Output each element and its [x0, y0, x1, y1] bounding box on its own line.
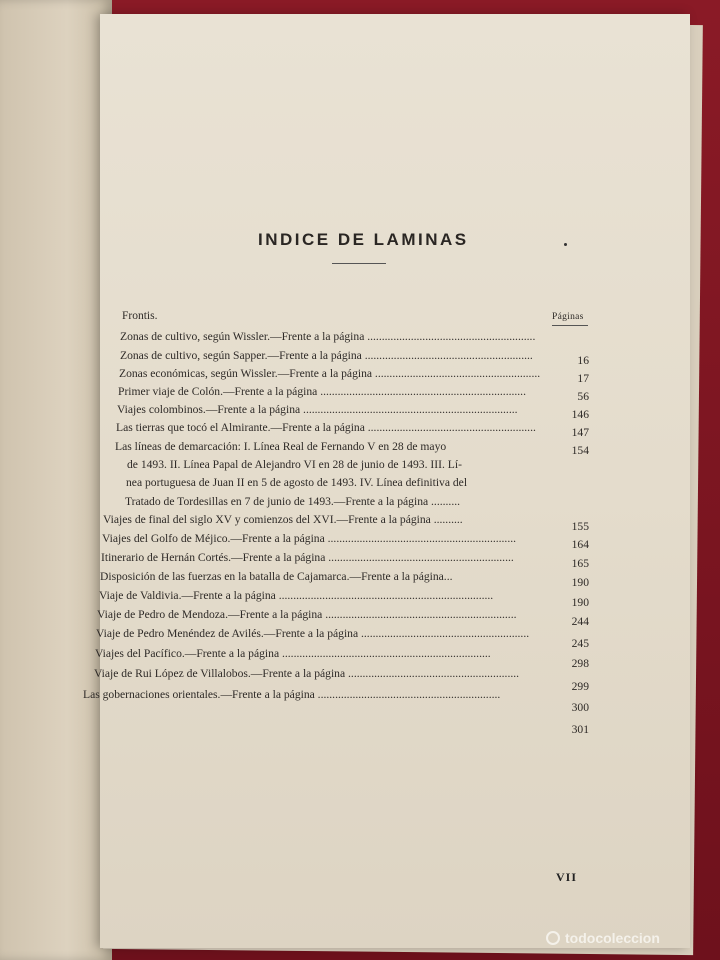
- index-entry: Zonas económicas, según Wissler.—Frente a la página .........................................................: [119, 367, 541, 380]
- page-number: 155: [571, 520, 589, 533]
- page-number: 190: [571, 596, 589, 609]
- index-entry: Viaje de Pedro de Mendoza.—Frente a la página ..................................................................: [97, 608, 517, 621]
- watermark: [540, 926, 666, 950]
- index-entry: Viajes colombinos.—Frente a la página ..........................................................................: [117, 403, 518, 416]
- index-entry: Las gobernaciones orientales.—Frente a la página ...............................................................: [83, 688, 501, 701]
- index-entry: Viaje de Rui López de Villalobos.—Frente a la página ...........................................................: [94, 667, 520, 680]
- index-entry: Viajes del Pacífico.—Frente a la página ........................................................................: [95, 647, 491, 660]
- index-entry: Las líneas de demarcación: I. Línea Real de Fernando V en 28 de mayo: [115, 440, 447, 453]
- paginas-column-header: Páginas: [552, 312, 584, 322]
- index-entry: Zonas de cultivo, según Sapper.—Frente a la página ..........................................................: [120, 349, 533, 362]
- page-number: 301: [571, 723, 589, 736]
- page-title: INDICE DE LAMINAS: [258, 230, 469, 249]
- index-entry: Zonas de cultivo, según Wissler.—Frente a la página ..........................................................: [120, 330, 536, 343]
- page-number: 165: [571, 557, 589, 570]
- watermark-logo-icon: [546, 931, 560, 945]
- index-entry-continuation: Tratado de Tordesillas en 7 de junio de 1493.—Frente a la página ..........: [125, 495, 461, 508]
- index-entry: Viaje de Valdivia.—Frente a la página ..........................................................................: [99, 589, 494, 602]
- index-entry-continuation: nea portuguesa de Juan II en 5 de agosto de 1493. IV. Línea definitiva del: [126, 476, 468, 489]
- page-number: 245: [571, 637, 589, 650]
- page-number: 298: [571, 657, 589, 670]
- page-number: 190: [571, 576, 589, 589]
- index-entry: Viaje de Pedro Menéndez de Avilés.—Frente a la página ..........................................................: [96, 627, 530, 640]
- page-number: 299: [571, 680, 589, 693]
- index-entry: Primer viaje de Colón.—Frente a la página .......................................................................: [118, 385, 526, 398]
- index-entry: Itinerario de Hernán Cortés.—Frente a la página ................................................................: [101, 551, 514, 564]
- page-number: 154: [571, 444, 589, 457]
- page-number: 300: [571, 701, 589, 714]
- index-entry-continuation: de 1493. II. Línea Papal de Alejandro VI en 28 de junio de 1493. III. Lí-: [127, 458, 462, 471]
- index-entry: Disposición de las fuerzas en la batalla de Cajamarca.—Frente a la página...: [100, 570, 453, 583]
- watermark-text: todocoleccion: [565, 930, 660, 946]
- page-number: 56: [577, 390, 589, 403]
- page-number: 146: [571, 408, 589, 421]
- index-entry: Viajes de final del siglo XV y comienzos del XVI.—Frente a la página ..........: [103, 513, 463, 526]
- page-number: 16: [577, 354, 589, 367]
- page-number: 164: [571, 538, 589, 551]
- index-entry: Viajes del Golfo de Méjico.—Frente a la página .................................................................: [102, 532, 517, 545]
- page-number: 17: [577, 372, 589, 385]
- page-number: 244: [571, 615, 589, 628]
- paginas-header-rule: [552, 325, 588, 326]
- frontis-label: Frontis.: [122, 310, 158, 322]
- index-entry: Las tierras que tocó el Almirante.—Frente a la página ..........................................................: [116, 421, 536, 434]
- page-folio: VII: [556, 870, 578, 884]
- page-number: 147: [571, 426, 589, 439]
